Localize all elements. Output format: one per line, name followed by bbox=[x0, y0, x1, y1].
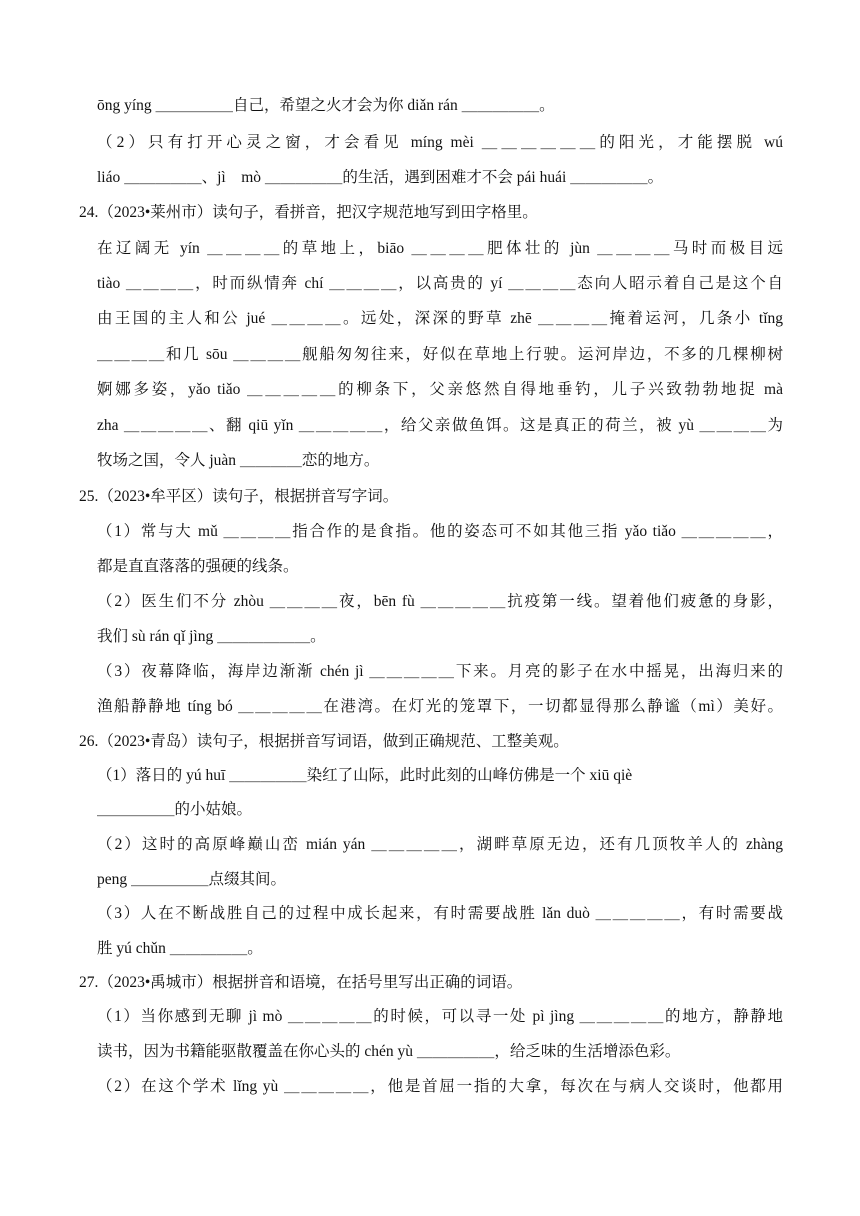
text-line: 胜 yú chǔn ＿＿＿＿＿。 bbox=[97, 940, 263, 957]
text-line: 都是直直落落的强硬的线条。 bbox=[97, 558, 299, 575]
text-line: 读书，因为书籍能驱散覆盖在你心头的 chén yù ＿＿＿＿＿，给乏味的生活增添色彩。 bbox=[97, 1043, 681, 1060]
text-line: 我们 sù rán qǐ jìng ＿＿＿＿＿＿。 bbox=[97, 628, 326, 645]
question-heading: 25.（2023•牟平区）读句子，根据拼音写字词。 bbox=[79, 488, 399, 505]
question-heading: 24.（2023•莱州市）读句子，看拼音，把汉字规范地写到田字格里。 bbox=[79, 204, 538, 221]
text-line: tiào ＿＿＿＿，时而纵情奔 chí ＿＿＿＿，以高贵的 yí ＿＿＿＿态向人昭示着自己是这个自 bbox=[97, 275, 783, 292]
text-line: 牧场之国，令人 juàn ＿＿＿＿恋的地方。 bbox=[97, 452, 380, 469]
text-line: peng ＿＿＿＿＿点缀其间。 bbox=[97, 871, 287, 888]
text-line: 婀娜多姿，yǎo tiǎo ＿＿＿＿＿的柳条下，父亲悠然自得地垂钓，儿子兴致勃勃地捉 mà bbox=[97, 381, 783, 398]
question-heading: 26.（2023•青岛）读句子，根据拼音写词语，做到正确规范、工整美观。 bbox=[79, 733, 569, 750]
text-line: ōng yíng ＿＿＿＿＿自己，希望之火才会为你 diǎn rán ＿＿＿＿＿。 bbox=[97, 97, 555, 114]
text-line: （1）常与大 mǔ ＿＿＿＿指合作的是食指。他的姿态可不如其他三指 yǎo tiǎo ＿＿＿＿＿， bbox=[97, 523, 783, 540]
text-line: 渔船静静地 tíng bó ＿＿＿＿＿在港湾。在灯光的笼罩下，一切都显得那么静谧（mì）美好。 bbox=[97, 698, 783, 715]
text-line: （2）在这个学术 lǐng yù ＿＿＿＿＿，他是首屈一指的大拿，每次在与病人交谈时，他都用 bbox=[97, 1078, 783, 1095]
text-line: （1）当你感到无聊 jì mò ＿＿＿＿＿的时候，可以寻一处 pì jìng ＿＿＿＿＿的地方，静静地 bbox=[97, 1008, 783, 1025]
text-line: liáo ＿＿＿＿＿、jì mò ＿＿＿＿＿的生活，遇到困难才不会 pái huái ＿＿＿＿＿。 bbox=[97, 169, 664, 186]
text-line: （2）只有打开心灵之窗，才会看见 míng mèi ＿＿＿＿＿＿的阳光，才能摆脱 wú bbox=[97, 134, 783, 151]
text-line: （3）夜幕降临，海岸边渐渐 chén jì ＿＿＿＿＿下来。月亮的影子在水中摇晃，出海归来的 bbox=[97, 663, 783, 680]
question-heading: 27.（2023•禹城市）根据拼音和语境，在括号里写出正确的词语。 bbox=[79, 974, 523, 991]
text-line: （3）人在不断战胜自己的过程中成长起来，有时需要战胜 lǎn duò ＿＿＿＿＿，有时需要战 bbox=[97, 905, 783, 922]
text-line: （2）医生们不分 zhòu ＿＿＿＿夜，bēn fù ＿＿＿＿＿抗疫第一线。望着他们疲惫的身影， bbox=[97, 593, 783, 610]
text-line: ＿＿＿＿＿的小姑娘。 bbox=[97, 801, 253, 818]
text-line: 在辽阔无 yín ＿＿＿＿的草地上，biāo ＿＿＿＿肥体壮的 jùn ＿＿＿＿马时而极目远 bbox=[97, 240, 783, 257]
text-line: （1）落日的 yú huī ＿＿＿＿＿染红了山际，此时此刻的山峰仿佛是一个 xiū qiè bbox=[97, 767, 633, 784]
text-line: zha ＿＿＿＿＿、翻 qiū yǐn ＿＿＿＿＿，给父亲做鱼饵。这是真正的荷兰，被 yù ＿＿＿＿为 bbox=[97, 417, 783, 434]
text-line: （2）这时的高原峰巅山峦 mián yán ＿＿＿＿＿，湖畔草原无边，还有几顶牧羊人的 zhàng bbox=[97, 836, 783, 853]
text-line: 由王国的主人和公 jué ＿＿＿＿。远处，深深的野草 zhē ＿＿＿＿掩着运河，几条小 tǐng bbox=[97, 310, 783, 327]
text-line: ＿＿＿＿和几 sōu ＿＿＿＿舰船匆匆往来，好似在草地上行驶。运河岸边，不多的几棵柳树 bbox=[97, 346, 783, 363]
